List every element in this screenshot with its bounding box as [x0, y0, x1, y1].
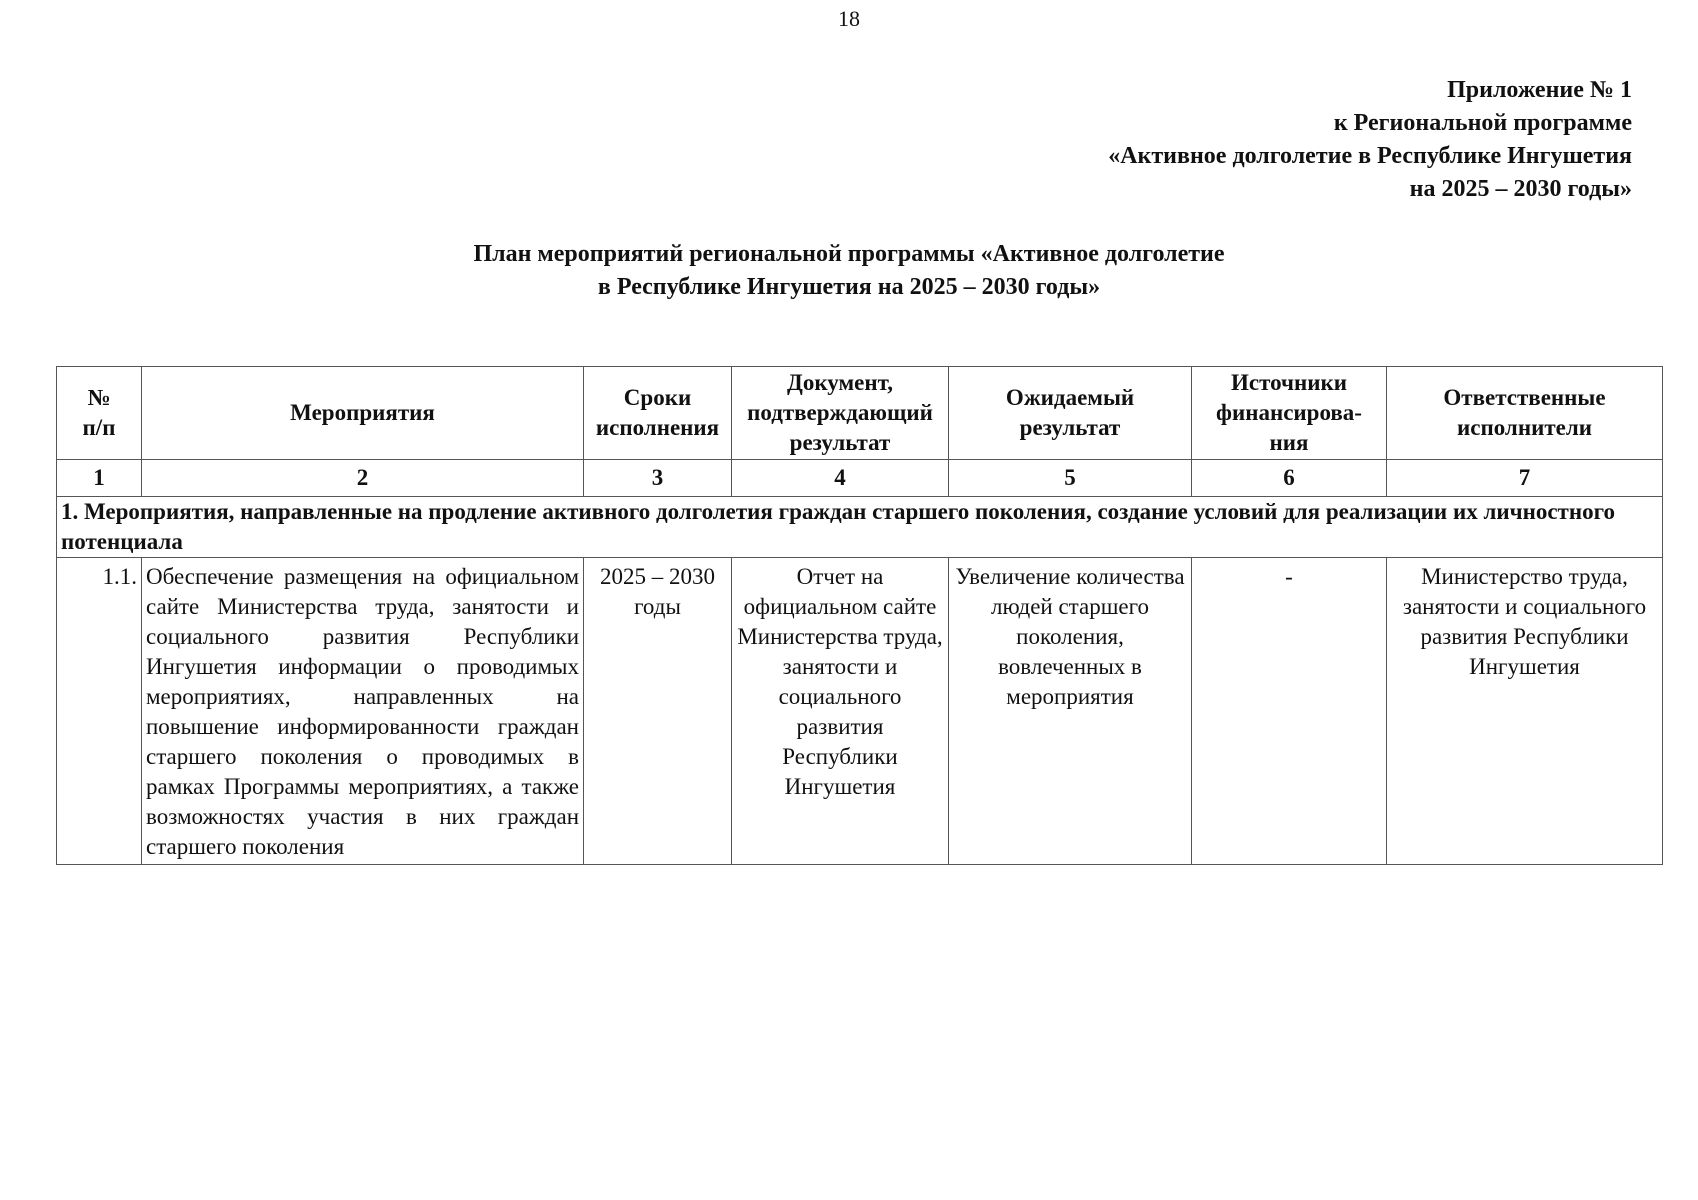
- header-number-line-2: п/п: [82, 415, 116, 440]
- header-responsible-line-2: исполнители: [1457, 415, 1592, 440]
- header-funding-line-2: финансирова-: [1216, 400, 1362, 425]
- header-funding-line-1: Источники: [1231, 370, 1347, 395]
- appendix-line-3: «Активное долголетие в Республике Ингушетия: [1108, 143, 1632, 169]
- header-funding: [1192, 367, 1387, 460]
- row-funding: -: [1192, 558, 1387, 865]
- header-period-line-1: Сроки: [623, 385, 692, 410]
- header-document-line-2: подтверждающий: [747, 400, 933, 425]
- page-number: 18: [838, 6, 860, 31]
- appendix-line-2: к Региональной программе: [1333, 110, 1632, 136]
- row-result: Увеличение количества людей старшего поколения, вовлеченных в мероприятия: [949, 558, 1192, 865]
- section-row: [57, 497, 1663, 558]
- header-period-line-2: исполнения: [595, 415, 720, 440]
- table-row: [57, 558, 1663, 865]
- header-responsible-line-1: Ответственные: [1443, 385, 1606, 410]
- header-document: [732, 367, 949, 460]
- column-number: 6: [1192, 460, 1387, 497]
- appendix-line-4: на 2025 – 2030 годы»: [1409, 176, 1632, 202]
- appendix-header: [1108, 74, 1632, 206]
- table-header-row: [57, 367, 1663, 460]
- section-title: 1. Мероприятия, направленные на продление активного долголетия граждан старшего поколения, создание условий для реализации их личностного потенциала: [57, 497, 1663, 558]
- appendix-line-1: Приложение № 1: [1447, 77, 1632, 103]
- plan-table: [56, 366, 1663, 865]
- document-title: [0, 238, 1698, 304]
- column-number: 4: [732, 460, 949, 497]
- header-result-line-1: Ожидаемый: [1005, 385, 1135, 410]
- header-responsible: [1387, 367, 1663, 460]
- header-document-line-1: Документ,: [787, 370, 893, 395]
- header-activities: [142, 367, 584, 460]
- row-period: 2025 – 2030 годы: [584, 558, 732, 865]
- column-number: 1: [57, 460, 142, 497]
- column-number: 2: [142, 460, 584, 497]
- header-result-line-2: результат: [1019, 415, 1121, 440]
- column-number: 7: [1387, 460, 1663, 497]
- header-result: [949, 367, 1192, 460]
- column-number-row: [57, 460, 1663, 497]
- header-funding-line-3: ния: [1269, 430, 1309, 455]
- row-activity: Обеспечение размещения на официальном сайте Министерства труда, занятости и социального развития Республики Ингушетия информации о проводимых мероприятиях, направленных на повышение информированности граждан старшего поколения о проводимых в рамках Программы мероприятиях, а также возможностях участия в них граждан старшего поколения: [142, 558, 584, 865]
- header-activities-label: Мероприятия: [290, 400, 435, 425]
- row-number: 1.1.: [57, 558, 142, 865]
- header-period: [584, 367, 732, 460]
- row-document: Отчет на официальном сайте Министерства труда, занятости и социального развития Республики Ингушетия: [732, 558, 949, 865]
- header-number-line-1: №: [87, 385, 111, 410]
- title-line-1: План мероприятий региональной программы «Активное долголетие: [473, 241, 1225, 267]
- row-responsible: Министерство труда, занятости и социального развития Республики Ингушетия: [1387, 558, 1663, 865]
- header-document-line-3: результат: [789, 430, 891, 455]
- header-number: [57, 367, 142, 460]
- column-number: 5: [949, 460, 1192, 497]
- column-number: 3: [584, 460, 732, 497]
- title-line-2: в Республике Ингушетия на 2025 – 2030 годы»: [597, 274, 1101, 300]
